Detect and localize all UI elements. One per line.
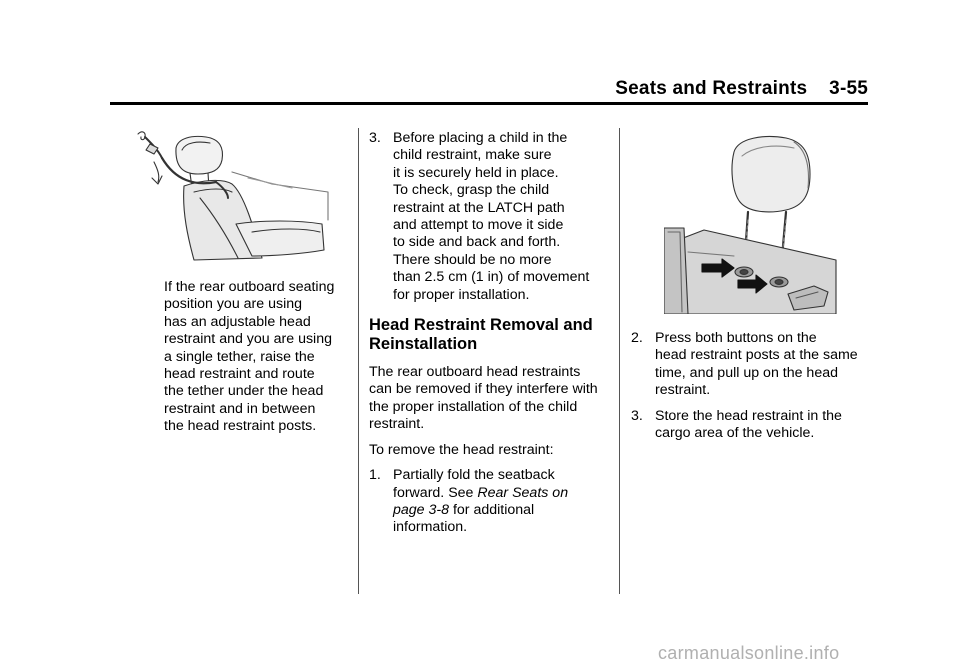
column-2 [369,130,614,545]
column-1 [164,279,354,444]
text-line: Before placing a child in the [393,130,568,146]
text-line: restraint. [655,382,711,399]
text-line: To check, grasp the child [393,182,550,199]
text-line: forward. See [393,484,478,501]
text-line: head restraint and route [164,366,315,383]
step-number: 1. [369,467,381,484]
text-line: The rear outboard head restraints [369,364,581,381]
header-title [615,78,868,100]
step-2-press-buttons [631,330,871,400]
text-line: Press both buttons on the [655,330,817,346]
heading-line: Head Restraint Removal and [369,316,593,335]
step-number: 3. [369,130,381,146]
step-3-store-restraint [631,408,871,443]
cross-reference-page-link[interactable]: page 3-8 [393,501,450,518]
watermark: carmanualsonline.info [658,643,840,663]
text-line: to side and back and forth. [393,234,561,251]
text-line: child restraint, make sure [393,147,552,164]
text-line: the head restraint posts. [164,418,317,435]
text-line: has an adjustable head [164,313,311,330]
step-number: 3. [631,407,643,424]
text-line: restraint. [369,416,425,433]
column-3 [631,330,871,450]
text-line: can be removed if they interfere with [369,381,598,398]
step-3-check-restraint [369,130,614,304]
text-line: for proper installation. [393,286,530,303]
text-line: restraint at the LATCH path [393,199,565,216]
text-line: and attempt to move it side [393,217,564,234]
text-line: There should be no more [393,251,552,268]
heading-line: Reinstallation [369,335,478,354]
text-line: than 2.5 cm (1 in) of movement [393,269,590,286]
column-divider-1 [358,128,359,594]
column-divider-2 [619,128,620,594]
text-line: Partially fold the seatback [393,467,555,484]
step-number: 2. [631,330,643,346]
text-line: it is securely held in place. [393,164,559,181]
text-line: the proper installation of the child [369,398,578,415]
head-restraint-removal-illustration [664,132,838,314]
text-line: the tether under the head [164,383,324,400]
step-1-fold-seatback [369,467,614,537]
text-line: head restraint posts at the same [655,347,858,364]
tether-routing-illustration [132,128,332,264]
remove-intro: To remove the head restraint: [369,441,554,458]
header-rule [110,102,868,105]
text-line: for additional [449,501,535,518]
text-line: restraint and you are using [164,331,332,348]
text-line: If the rear outboard seating [164,279,335,295]
page-number: 3-55 [829,78,868,99]
text-line: position you are using [164,296,303,313]
tether-instruction-paragraph [164,279,354,436]
intro-paragraph [369,364,614,434]
text-line: Store the head restraint in the [655,407,842,424]
text-line: cargo area of the vehicle. [655,425,815,442]
text-line: information. [393,519,468,536]
text-line: a single tether, raise the [164,348,315,365]
section-title: Seats and Restraints [615,78,808,99]
section-heading [369,316,614,354]
text-line: restraint and in between [164,400,316,417]
cross-reference-link[interactable]: Rear Seats on [477,484,569,501]
text-line: time, and pull up on the head [655,364,838,381]
